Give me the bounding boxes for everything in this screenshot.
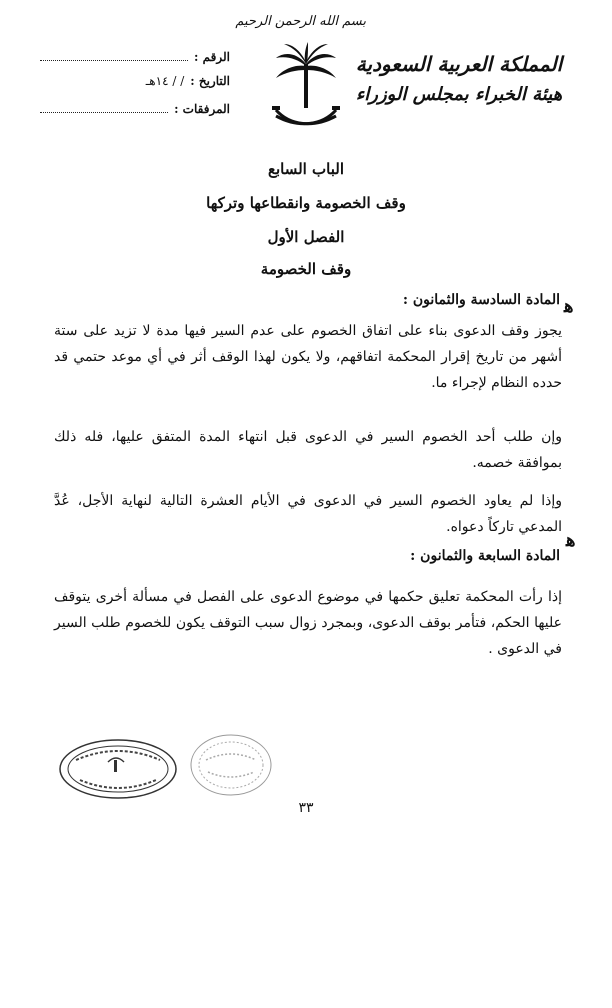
article-86-paragraph: وإذا لم يعاود الخصوم السير في الدعوى في الأيام العشرة التالية لنهاية الأجل، عُدَّ المدعي تاركاً دعواه. [54, 493, 562, 535]
section-title: وقف الخصومة [260, 260, 352, 278]
article-86-paragraph: يجوز وقف الدعوى بناء على اتفاق الخصوم على عدم السير فيها مدة لا تزيد على ستة أشهر من تاريخ إقرار المحكمة اتفاقهم، ولا يكون لهذا الوقف أثر في أي موعد حتمي قد حدده النظام لإجراء ما. [54, 323, 563, 391]
article-86-paragraph: وإن طلب أحد الخصوم السير في الدعوى قبل انتهاء المدة المتفق عليها، فله ذلك بموافقة خصمه. [54, 429, 563, 471]
official-oval-stamp-icon [58, 738, 178, 800]
round-seal-stamp-icon [186, 730, 276, 800]
chapter-title: وقف الخصومة وانقطاعها وتركها [206, 194, 406, 212]
margin-mark: ﻫ [566, 530, 576, 551]
attachments-row [40, 96, 230, 116]
ref-label: الرقم : [194, 50, 230, 64]
palm-and-swords-emblem-icon [270, 42, 342, 134]
section-heading: الفصل الأول [267, 228, 345, 246]
article-87-paragraph: إذا رأت المحكمة تعليق حكمها في موضوع الدعوى على الفصل في مسألة أخرى يتوقف عليها الحكم، فتأمر بوقف الدعوى، وبمجرد زوال سبب التوقف يكون للخصوم طلب السير في الدعوى . [54, 589, 562, 657]
ref-row [40, 44, 230, 64]
margin-mark: ﻫ [564, 296, 574, 317]
ref-blank [40, 48, 188, 61]
org-name-authority: هيئة الخبراء بمجلس الوزراء [355, 84, 563, 105]
date-label: التاريخ : [190, 74, 230, 88]
page-number: ٣٣ [298, 800, 314, 816]
chapter-heading: الباب السابع [267, 160, 345, 178]
article-87-title: المادة السابعة والثمانون : [410, 548, 560, 564]
attachments-blank [40, 100, 168, 113]
attachments-label: المرفقات : [174, 102, 230, 116]
article-86-title: المادة السادسة والثمانون : [402, 292, 560, 308]
date-value: / / ١٤هـ [145, 74, 185, 88]
org-name-country: المملكة العربية السعودية [355, 52, 563, 76]
basmala: بسم الله الرحمن الرحيم [235, 14, 366, 29]
date-row [40, 68, 230, 88]
